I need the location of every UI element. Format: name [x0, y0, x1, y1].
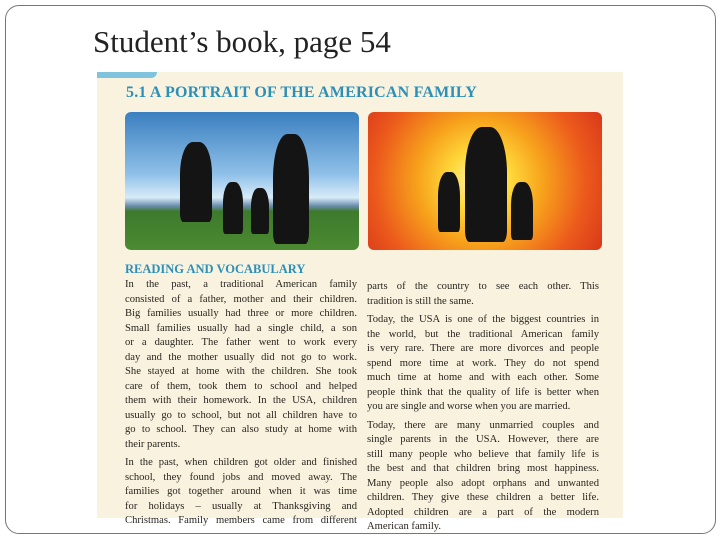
- text-line: children. They give these children a better life.: [367, 492, 599, 503]
- text-line: you are single and worse when you are married.: [367, 401, 571, 412]
- text-line: Big families usually had three or more children.: [125, 308, 357, 319]
- text-line: much time at home and with each other. Some: [367, 372, 599, 383]
- text-line: people think that the quality of life is better when: [367, 386, 599, 398]
- text-line: usually go to school, but not all children have to: [125, 409, 357, 421]
- text-line: American family.: [367, 521, 442, 532]
- text-line: their parents.: [125, 438, 181, 450]
- text-line: Christmas. Family members came from different: [125, 515, 357, 526]
- text-line: the best and that children bring most happiness.: [367, 463, 599, 474]
- text-line: Today, there are many unmarried couples and: [367, 419, 599, 431]
- text-line: spend more time at work. They do not spend: [367, 357, 599, 369]
- family-silhouette-photo-sky: [125, 112, 359, 250]
- text-line: them with their homework. In the USA, children: [125, 395, 357, 406]
- text-line: for holidays – usually at Thanksgiving and: [125, 500, 357, 512]
- text-line: She stayed at home with the children. She took: [125, 366, 357, 377]
- text-line: tradition is still the same.: [367, 295, 474, 307]
- text-line: Today, the USA is one of the biggest countries in: [367, 314, 599, 325]
- left-text-column: [125, 278, 357, 529]
- text-line: the world, but the traditional American family: [367, 328, 599, 340]
- text-line: In the past, a traditional American family: [125, 279, 357, 290]
- text-line: Adopted children are a part of the modern: [367, 506, 599, 518]
- text-line: day and the mother usually did not go to work.: [125, 351, 357, 363]
- decorative-band: [97, 72, 157, 78]
- slide-title: Student’s book, page 54: [93, 24, 391, 59]
- text-line: school, they found jobs and moved away. The: [125, 471, 357, 483]
- unit-heading: 5.1 A PORTRAIT OF THE AMERICAN FAMILY: [126, 84, 478, 101]
- right-text-column: [367, 280, 599, 535]
- text-line: consisted of a father, mother and their children.: [125, 293, 357, 305]
- book-page-image: [97, 72, 623, 532]
- text-line: still many people who believe that family life is: [367, 448, 599, 460]
- text-line: Many people also adopt orphans and unwanted: [367, 477, 599, 489]
- text-line: Small families usually had a single child, a son: [125, 322, 357, 334]
- text-line: In the past, when children got older and finished: [125, 457, 357, 468]
- section-heading: READING AND VOCABULARY: [125, 262, 306, 276]
- text-line: families got together around when it was time: [125, 486, 357, 497]
- text-line: is very rare. There are more divorces and people: [367, 343, 599, 354]
- text-line: go to school. They can also study at home with: [125, 424, 357, 435]
- text-line: care of them, took them to school and helped: [125, 380, 357, 392]
- text-line: parts of the country to see each other. This: [367, 281, 599, 292]
- family-silhouette-photo-sunset: [368, 112, 602, 250]
- text-line: single parents in the USA. However, there are: [367, 434, 599, 445]
- text-line: or a daughter. The father went to work every: [125, 337, 357, 348]
